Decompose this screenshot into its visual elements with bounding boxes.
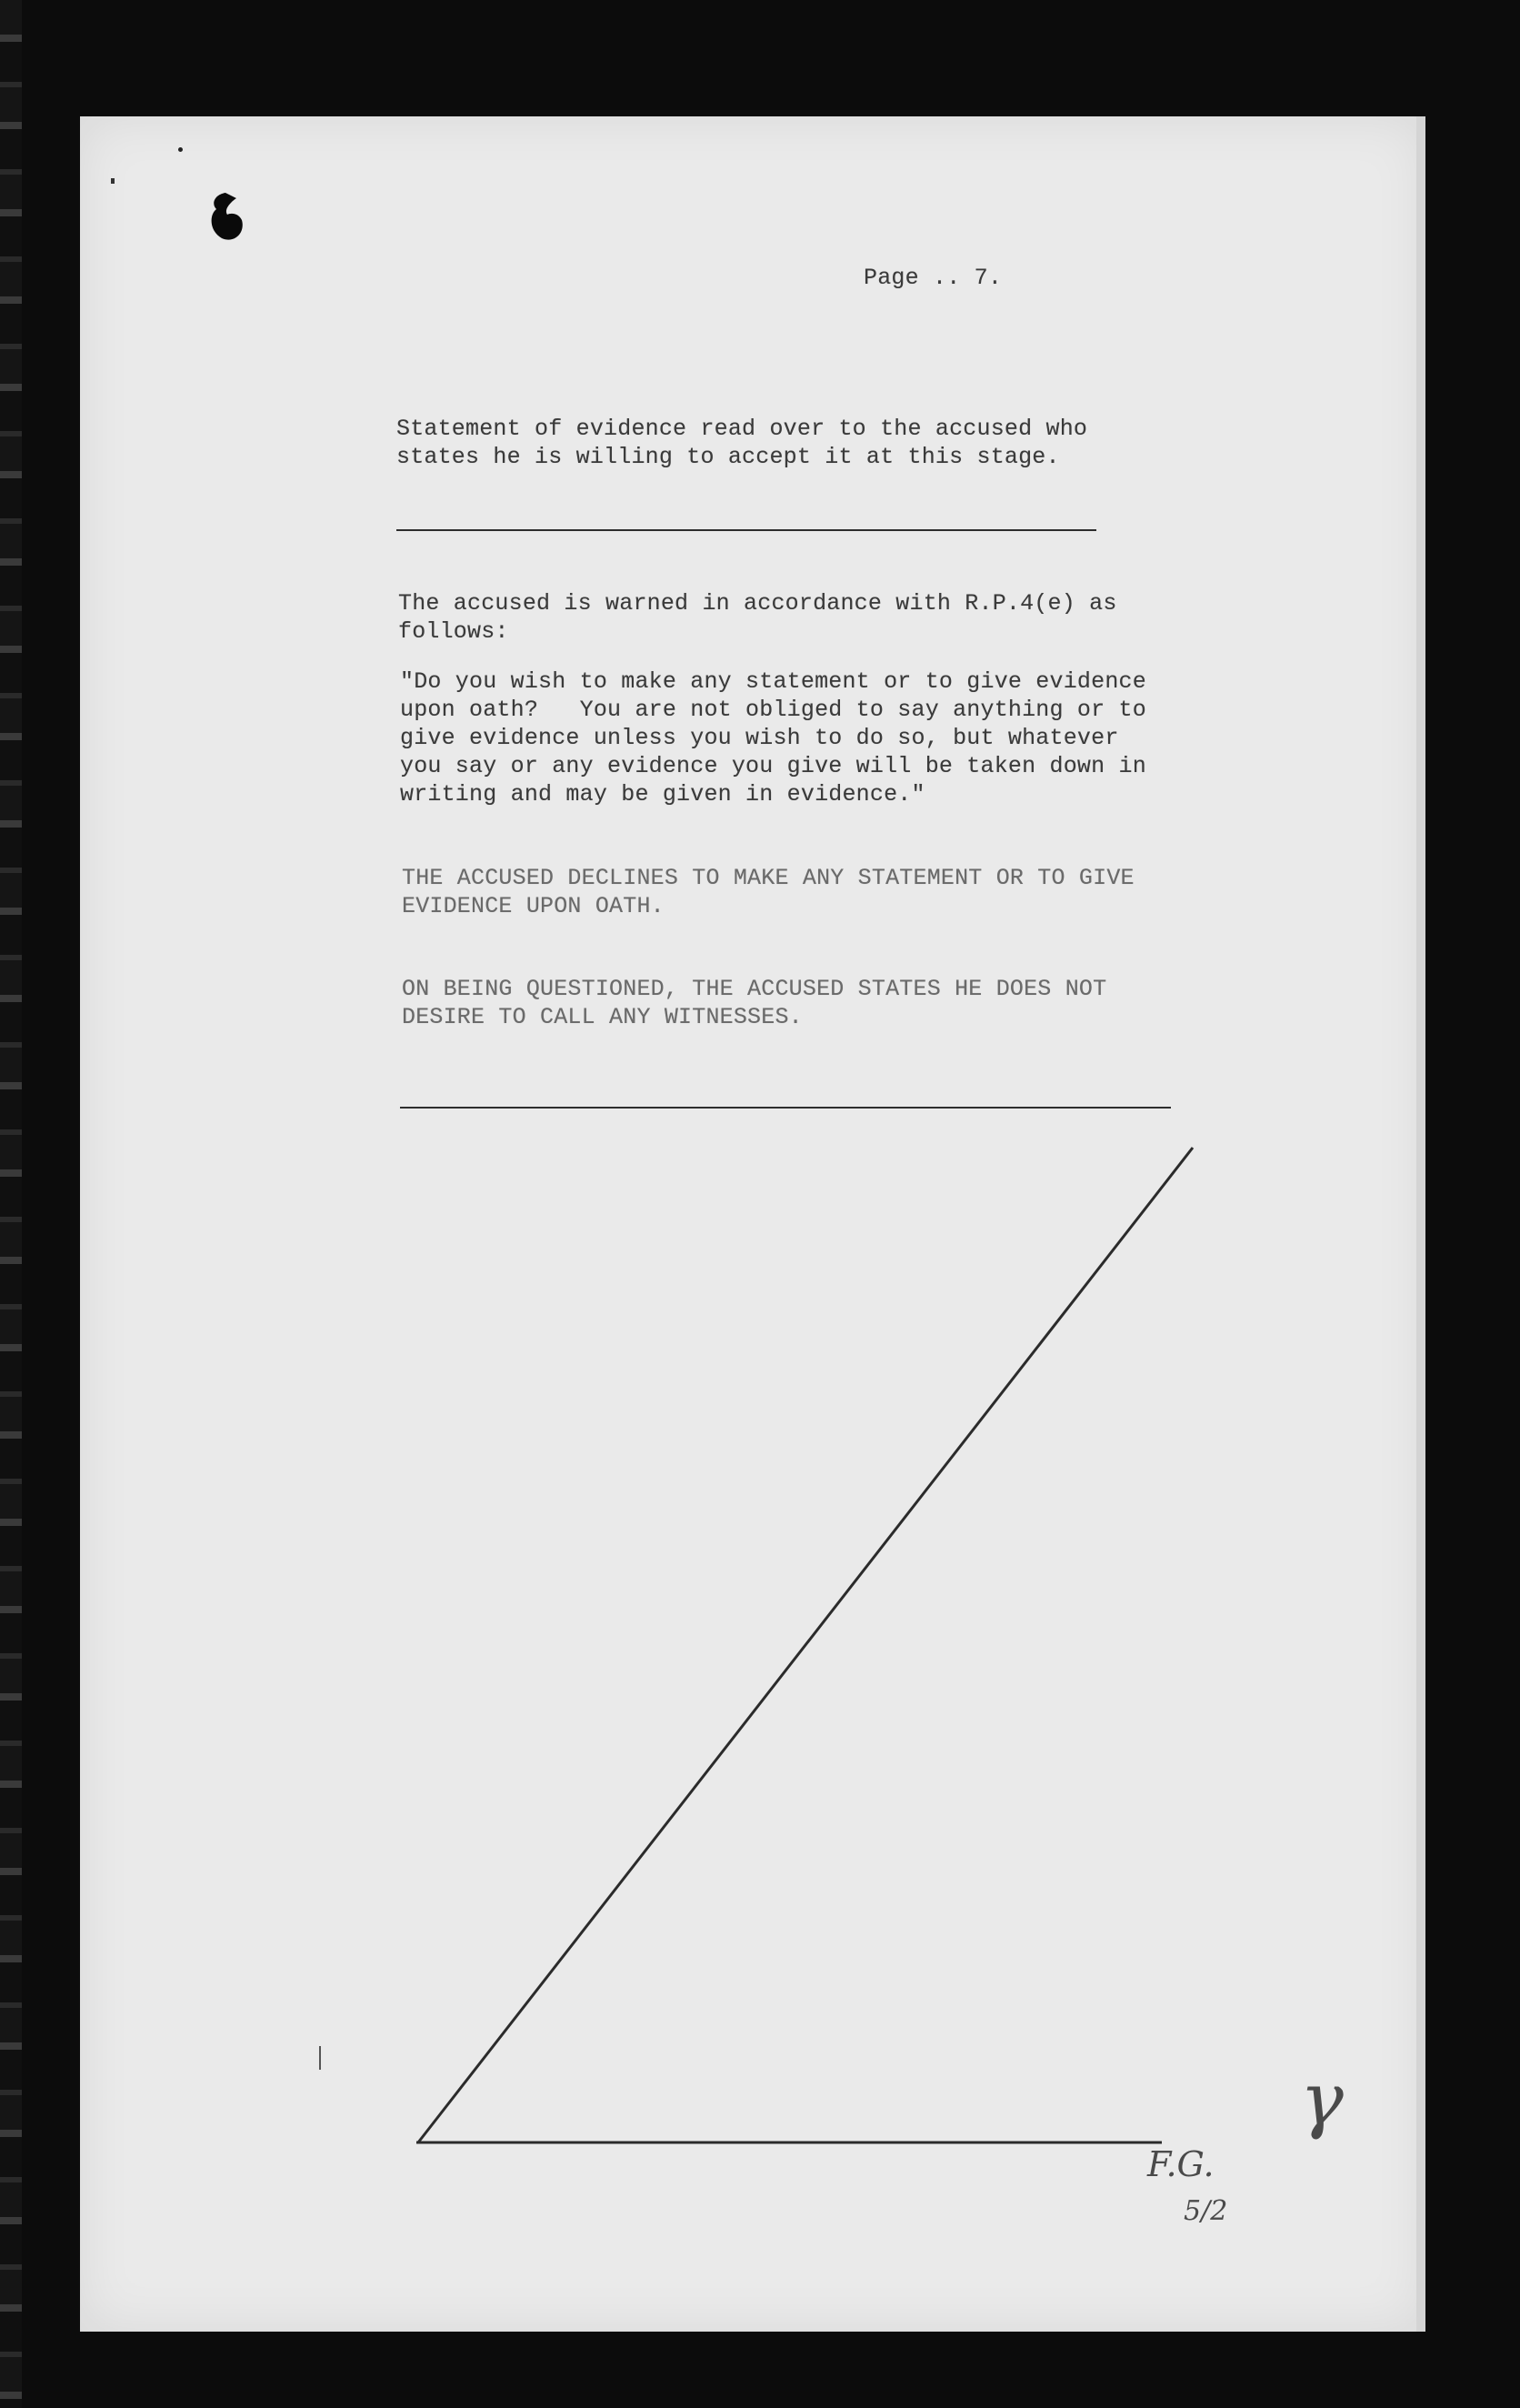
text-line: DESIRE TO CALL ANY WITNESSES. [402, 1004, 803, 1030]
film-edge-strip [0, 0, 22, 2408]
handwritten-margin-mark: γ [1300, 2057, 1344, 2142]
handwritten-date: 5/2 [1184, 2195, 1228, 2227]
horizontal-rule [400, 1107, 1171, 1109]
speck-mark [111, 178, 115, 184]
speck-mark [178, 147, 183, 152]
text-line: upon oath? You are not obliged to say anything or to [400, 697, 1146, 723]
text-line: THE ACCUSED DECLINES TO MAKE ANY STATEMENT OR TO GIVE [402, 865, 1135, 891]
text-line: states he is willing to accept it at this stage. [396, 444, 1060, 470]
text-line: The accused is warned in accordance with R.P.4(e) as [398, 590, 1117, 617]
handwritten-initials: F.G. [1147, 2144, 1215, 2184]
horizontal-rule [396, 529, 1096, 531]
page-number: Page .. 7. [864, 265, 1003, 291]
text-line: give evidence unless you wish to do so, but whatever [400, 725, 1119, 751]
text-line: ON BEING QUESTIONED, THE ACCUSED STATES HE DOES NOT [402, 976, 1107, 1002]
text-line: EVIDENCE UPON OATH. [402, 893, 665, 919]
punch-hole-mark [207, 191, 247, 242]
text-line: "Do you wish to make any statement or to give evidence [400, 668, 1146, 695]
text-line: writing and may be given in evidence." [400, 781, 925, 808]
text-line: you say or any evidence you give will be taken down in [400, 753, 1146, 779]
text-line: follows: [398, 618, 509, 645]
text-line: Statement of evidence read over to the accused who [396, 416, 1088, 442]
